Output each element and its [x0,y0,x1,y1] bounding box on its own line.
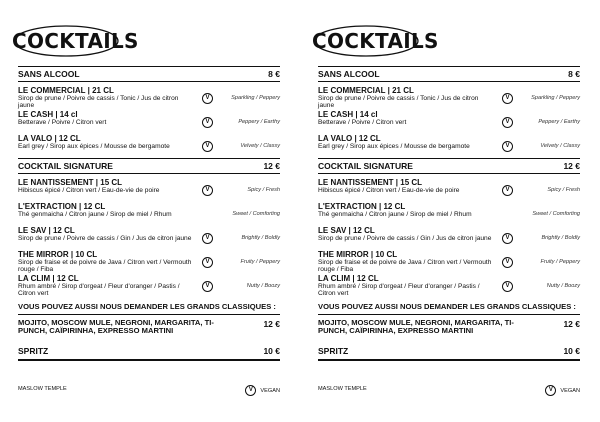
divider [18,158,280,159]
item-name: LE NANTISSEMENT | 15 CL [18,178,123,187]
section-title: COCKTAIL SIGNATURE [318,161,413,171]
spritz-row [318,345,580,357]
classics-price: 12 € [563,319,580,329]
classics-names: MOJITO, MOSCOW MULE, NEGRONI, MARGARITA, TI-PUNCH, CAÏPIRINHA, EXPRESSO MARTINI [318,318,514,336]
section-price: 8 € [568,69,580,79]
menu-item [318,110,580,134]
menu-item [18,86,280,110]
item-description: Betterave / Poivre / Citron vert [318,119,407,126]
item-tasting-note: Peppery / Earthy [538,119,580,125]
vegan-icon: V [502,117,513,128]
item-name: LE CASH | 14 cl [318,110,378,119]
item-tasting-note: Sparkling / Peppery [231,95,280,101]
vegan-icon: V [202,93,213,104]
item-tasting-note: Fruity / Peppery [540,259,580,265]
menu-item [18,110,280,134]
vegan-icon: V [245,385,256,396]
item-tasting-note: Sweet / Comforting [532,211,580,217]
item-tasting-note: Sparkling / Peppery [531,95,580,101]
vegan-icon: V [502,281,513,292]
item-description: Sirop de prune / Poivre de cassis / Tonic / Jus de citron jaune [18,95,179,110]
section-header-sans-alcool [18,68,280,80]
section-header-signature [318,160,580,172]
item-name: LA VALO | 12 CL [18,134,81,143]
section-price: 8 € [268,69,280,79]
menu-body [18,66,280,361]
menu-page-right [300,0,600,422]
item-name: LA CLIM | 12 CL [318,274,379,283]
menu-item [18,226,280,250]
menu-body [318,66,580,361]
vegan-icon: V [202,185,213,196]
menu-item [18,202,280,226]
item-name: LE NANTISSEMENT | 15 CL [318,178,423,187]
menu-item [318,86,580,110]
classics-price: 12 € [263,319,280,329]
item-tasting-note: Sweet / Comforting [232,211,280,217]
vegan-icon: V [202,141,213,152]
divider [318,66,580,67]
vegan-label: VEGAN [560,387,580,394]
menu-item [318,274,580,298]
section-title: SANS ALCOOL [318,69,380,79]
menu-item [318,202,580,226]
venue-name: MASLOW TEMPLE [18,386,67,392]
menu-item [318,250,580,274]
menu-item [318,226,580,250]
item-name: THE MIRROR | 10 CL [18,250,98,259]
item-tasting-note: Brightly / Boldly [241,235,280,241]
divider [18,359,280,361]
vegan-icon: V [202,257,213,268]
vegan-legend [545,385,580,396]
vegan-icon: V [502,257,513,268]
classics-question: VOUS POUVEZ AUSSI NOUS DEMANDER LES GRANDS CLASSIQUES : [18,302,276,311]
classics-row [318,319,580,341]
item-name: LE COMMERCIAL | 21 CL [318,86,414,95]
spritz-name: SPRITZ [318,346,349,356]
vegan-icon: V [502,93,513,104]
item-name: LA VALO | 12 CL [318,134,381,143]
item-description: Betterave / Poivre / Citron vert [18,119,107,126]
section-price: 12 € [563,161,580,171]
item-description: Sirop de fraise et de poivre de Java / Citron vert / Vermouth rouge / Fiba [318,259,492,274]
item-description: Sirop de prune / Poivre de cassis / Tonic / Jus de citron jaune [318,95,479,110]
item-name: LE SAV | 12 CL [318,226,375,235]
item-description: Sirop de fraise et de poivre de Java / Citron vert / Vermouth rouge / Fiba [18,259,192,274]
vegan-icon: V [502,185,513,196]
divider [18,66,280,67]
spritz-price: 10 € [563,346,580,356]
menu-item [18,250,280,274]
item-description: Earl grey / Sirop aux épices / Mousse de bergamote [318,143,470,150]
footer [318,386,580,396]
vegan-icon: V [502,233,513,244]
footer [18,386,280,396]
item-name: LA CLIM | 12 CL [18,274,79,283]
item-name: LE COMMERCIAL | 21 CL [18,86,114,95]
item-tasting-note: Spicy / Fresh [247,187,280,193]
item-description: Rhum ambré / Sirop d'orgeat / Fleur d'oranger / Pastis / Citron vert [18,283,180,298]
item-description: Earl grey / Sirop aux épices / Mousse de bergamote [18,143,170,150]
menu-item [18,274,280,298]
vegan-icon: V [502,141,513,152]
menu-item [18,178,280,202]
cocktails-logo [12,24,139,58]
menu-item [318,178,580,202]
classics-row [18,319,280,341]
item-tasting-note: Nutty / Boozy [246,283,280,289]
vegan-icon: V [202,117,213,128]
section-header-signature [18,160,280,172]
vegan-icon: V [202,233,213,244]
spritz-row [18,345,280,357]
vegan-icon: V [545,385,556,396]
item-description: Hibiscus épicé / Citron vert / Eau-de-vie de poire [18,187,160,194]
item-name: LE SAV | 12 CL [18,226,75,235]
item-tasting-note: Nutty / Boozy [546,283,580,289]
item-name: THE MIRROR | 10 CL [318,250,398,259]
divider [318,359,580,361]
spritz-price: 10 € [263,346,280,356]
venue-name: MASLOW TEMPLE [318,386,367,392]
item-tasting-note: Velvety / Classy [540,143,580,149]
item-tasting-note: Brightly / Boldly [541,235,580,241]
item-name: L'EXTRACTION | 12 CL [18,202,106,211]
vegan-legend [245,385,280,396]
item-description: Hibiscus épicé / Citron vert / Eau-de-vie de poire [318,187,460,194]
item-tasting-note: Velvety / Classy [240,143,280,149]
item-name: L'EXTRACTION | 12 CL [318,202,406,211]
menu-item [18,134,280,158]
spritz-name: SPRITZ [18,346,49,356]
classics-question: VOUS POUVEZ AUSSI NOUS DEMANDER LES GRANDS CLASSIQUES : [318,302,576,311]
item-tasting-note: Spicy / Fresh [547,187,580,193]
logo-text: COCKTAILS [312,29,439,53]
item-description: Thé genmaicha / Citron jaune / Sirop de miel / Rhum [18,211,172,218]
cocktails-logo [312,24,439,58]
section-title: SANS ALCOOL [18,69,80,79]
item-description: Rhum ambré / Sirop d'orgeat / Fleur d'oranger / Pastis / Citron vert [318,283,480,298]
section-header-sans-alcool [318,68,580,80]
item-name: LE CASH | 14 cl [18,110,78,119]
item-description: Sirop de prune / Poivre de cassis / Gin / Jus de citron jaune [318,235,492,242]
logo-text: COCKTAILS [12,29,139,53]
menu-item [318,134,580,158]
item-description: Sirop de prune / Poivre de cassis / Gin / Jus de citron jaune [18,235,192,242]
divider [318,158,580,159]
vegan-label: VEGAN [260,387,280,394]
section-price: 12 € [263,161,280,171]
item-tasting-note: Peppery / Earthy [238,119,280,125]
vegan-icon: V [202,281,213,292]
item-description: Thé genmaicha / Citron jaune / Sirop de miel / Rhum [318,211,472,218]
section-title: COCKTAIL SIGNATURE [18,161,113,171]
classics-names: MOJITO, MOSCOW MULE, NEGRONI, MARGARITA, TI-PUNCH, CAÏPIRINHA, EXPRESSO MARTINI [18,318,214,336]
item-tasting-note: Fruity / Peppery [240,259,280,265]
